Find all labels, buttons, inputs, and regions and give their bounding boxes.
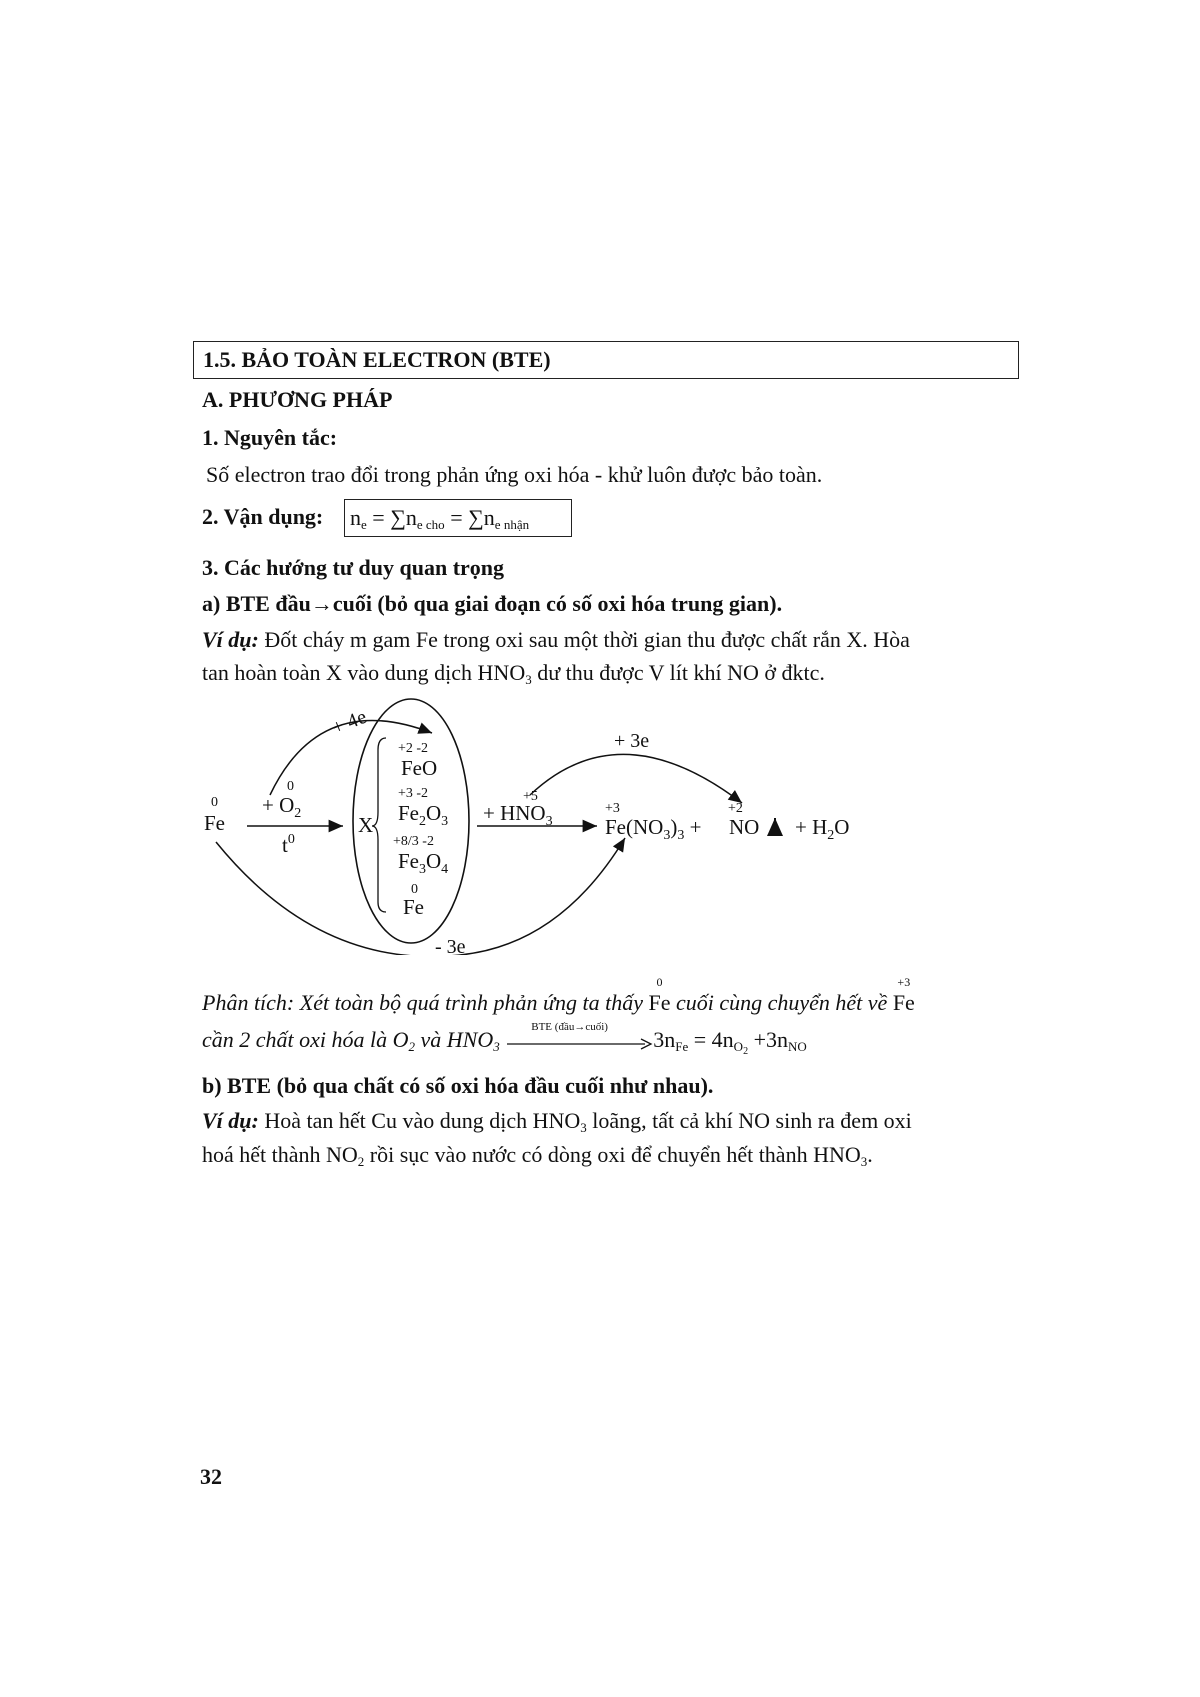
no-ox: +2 bbox=[728, 801, 743, 816]
o2-ox: 0 bbox=[287, 779, 294, 794]
feo: FeO bbox=[401, 756, 438, 780]
part-b-heading: b) BTE (bỏ qua chất có số oxi hóa đầu cuối như nhau). bbox=[202, 1073, 714, 1098]
thinking-heading: 3. Các hướng tư duy quan trọng bbox=[202, 555, 505, 580]
fe-nitrate: $Fe(NO_3)_3$ + bbox=[605, 815, 702, 843]
part-b-example-line2: hoá hết thành $NO_2$ rồi sục vào nước có dòng oxi để chuyển hết thành $HNO_3$. bbox=[202, 1142, 873, 1169]
fe0-inline: 0 Fe bbox=[648, 975, 671, 1015]
fe2o3: $Fe_2O_3$ bbox=[398, 801, 449, 829]
fe3-inline: +3 Fe bbox=[892, 975, 915, 1015]
bte-arrow-label: BTE (đầu→cuối) bbox=[531, 1020, 608, 1033]
fe3o4: $Fe_3O_4$ bbox=[398, 849, 449, 877]
reaction-diagram bbox=[190, 695, 890, 955]
arc-plus-3e bbox=[530, 754, 742, 803]
part-a-example-line1: Ví dụ: Đốt cháy m gam Fe trong oxi sau một thời gian thu được chất rắn X. Hòa bbox=[202, 627, 910, 652]
method-heading: A. PHƯƠNG PHÁP bbox=[202, 387, 393, 412]
fe-start-ox: 0 bbox=[211, 795, 218, 810]
analysis-line2: cần 2 chất oxi hóa là $O_2$ và $HNO_3$ BTE (đầu→cuối) $3n_{Fe} = 4n_{O_2} +3n_{NO}$ bbox=[202, 1020, 807, 1057]
no-product: NO bbox=[729, 815, 760, 839]
principle-heading: 1. Nguyên tắc: bbox=[202, 425, 338, 450]
bte-arrow bbox=[505, 1020, 653, 1052]
principle-text: Số electron trao đổi trong phản ứng oxi hóa - khử luôn được bảo toàn. bbox=[206, 462, 823, 487]
fe-start: Fe bbox=[204, 811, 225, 835]
label-minus-3e: - 3e bbox=[435, 936, 466, 955]
hno3-ox: +5 bbox=[523, 789, 538, 804]
apply-heading: 2. Vận dụng: bbox=[202, 504, 324, 529]
label-plus-4e: + 4e bbox=[328, 705, 370, 740]
label-plus-3e: + 3e bbox=[614, 730, 650, 752]
page-number: 32 bbox=[200, 1464, 222, 1489]
temperature-label: $t^0$ bbox=[282, 832, 295, 857]
section-title-box bbox=[193, 341, 1019, 379]
analysis-line1: Phân tích: Xét toàn bộ quá trình phản ứng ta thấy 0 Fe cuối cùng chuyển hết về +3 Fe bbox=[202, 975, 915, 1015]
part-a-heading: a) BTE đầu→cuối (bỏ qua giai đoạn có số oxi hóa trung gian). bbox=[202, 591, 783, 616]
hno3-reagent: + $HNO_3$ bbox=[483, 801, 553, 829]
x-label: X bbox=[358, 813, 374, 837]
water-product: + $H_2O$ bbox=[795, 815, 850, 843]
part-b-example-line1: Ví dụ: Hoà tan hết Cu vào dung dịch $HNO_3$ loãng, tất cả khí NO sinh ra đem oxi bbox=[202, 1108, 912, 1135]
part-a-example-line2: tan hoàn toàn X vào dung dịch $HNO_3$ dư thu được V lít khí NO ở đktc. bbox=[202, 660, 825, 687]
bte-formula: $n_e = \sum n_{e cho} = \sum n_{e nhận}$ bbox=[350, 505, 530, 532]
bte-formula-box bbox=[344, 499, 572, 537]
fe0-ox: 0 bbox=[411, 882, 418, 897]
product-ox: +3 bbox=[605, 801, 620, 816]
x-brace bbox=[372, 738, 386, 912]
o2-reagent: + $O_2$ bbox=[262, 793, 302, 821]
fe0: Fe bbox=[403, 895, 424, 919]
bte-result: $3n_{Fe} = 4n_{O_2} +3n_{NO}$ bbox=[653, 1027, 807, 1057]
section-title: 1.5. BẢO TOÀN ELECTRON (BTE) bbox=[203, 347, 551, 372]
feo-ox: +2 -2 bbox=[398, 741, 429, 756]
fe2o3-ox: +3 -2 bbox=[398, 786, 429, 801]
fe3o4-ox: +8/3 -2 bbox=[393, 834, 434, 849]
